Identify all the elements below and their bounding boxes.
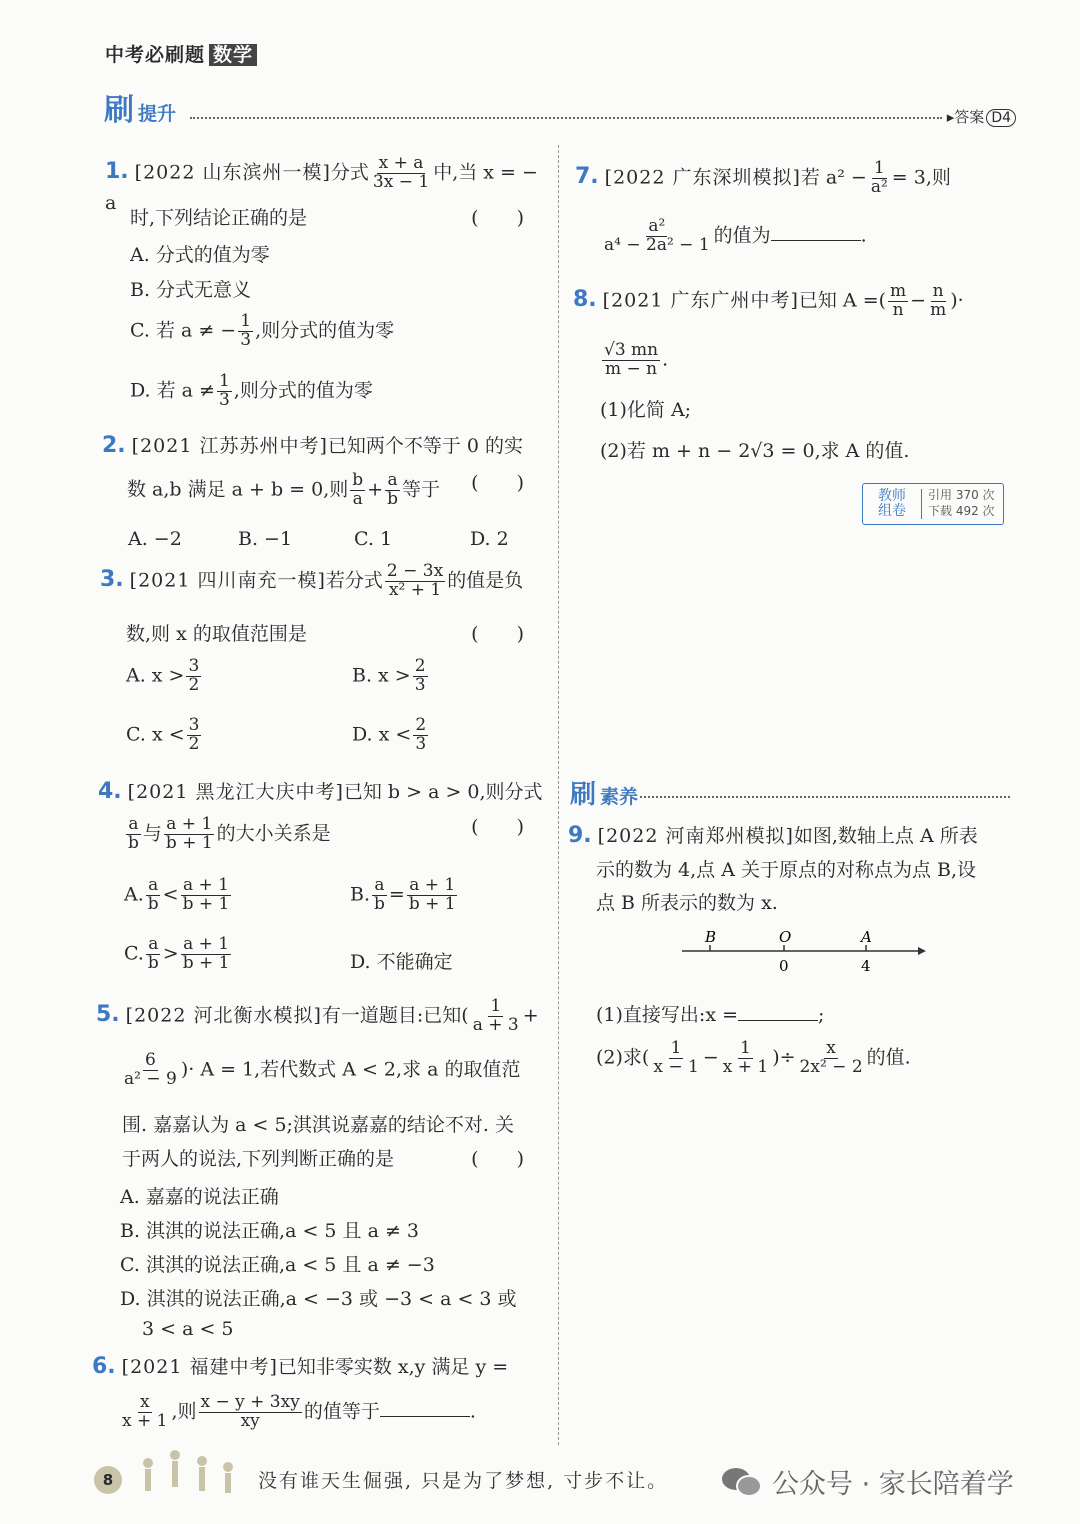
question-5: 5. [2022 河北衡水模拟]有一道题目:已知( $\frac{1}{a + 3}$ + [96, 996, 539, 1035]
option-b: B. $\frac{a}{b}$ = $\frac{a + 1}{b + 1}$ [350, 875, 456, 914]
svg-text:B: B [705, 928, 717, 946]
svg-text:0: 0 [779, 957, 789, 975]
option-b: B. x > $\frac{2}{3}$ [352, 656, 426, 695]
option-a: A. $\frac{a}{b}$ < $\frac{a + 1}{b + 1}$ [124, 875, 230, 914]
fraction: $\frac{x + a}{3x - 1}$ [372, 153, 430, 192]
book-title: 中考必刷题 数学 [105, 40, 257, 67]
option-b: B. −1 [238, 528, 293, 550]
option-d: D. 不能确定 [350, 951, 453, 973]
answer-blank[interactable] [380, 1398, 470, 1417]
option-a: A. −2 [128, 528, 182, 550]
svg-text:4: 4 [861, 957, 871, 975]
part-2: (2)若 m + n − 2√3 = 0,求 A 的值. [600, 440, 910, 462]
question-8: 8. [2021 广东广州中考]已知 A =( $\frac{m}{n}$ − $\frac{n}{m}$ )· [573, 281, 964, 320]
answer-ref: ▸答案 D4 [947, 106, 1016, 127]
people-illustration-icon [130, 1445, 245, 1505]
option-c: C. 若 a ≠ − $\frac{1}{3}$ ,则分式的值为零 [130, 311, 395, 350]
section-title-tisheng: 刷提升 [104, 93, 177, 128]
question-2: 2. [2021 江苏苏州中考]已知两个不等于 0 的实 [102, 433, 524, 458]
option-d: D. 若 a ≠ $\frac{1}{3}$ ,则分式的值为零 [130, 371, 373, 410]
option-c: C. $\frac{a}{b}$ > $\frac{a + 1}{b + 1}$ [124, 934, 230, 973]
svg-text:A: A [861, 928, 872, 946]
option-d: D. 淇淇的说法正确,a < −3 或 −3 < a < 3 或 [120, 1288, 517, 1310]
subject-tag: 数学 [209, 44, 257, 66]
part-1: (1)直接写出:x = ; [596, 1004, 825, 1026]
page-number: 8 [94, 1466, 122, 1494]
motto: 没有谁天生倔强, 只是为了梦想, 寸步不让。 [258, 1470, 669, 1492]
option-a: A. 嘉嘉的说法正确 [120, 1186, 279, 1208]
option-c: C. 1 [354, 528, 393, 550]
question-1: 1. [2022 山东滨州一模]分式 $\frac{x + a}{3x - 1}$ 中,当 x = − a [105, 153, 538, 214]
wechat-icon [720, 1464, 764, 1500]
watermark: 公众号 · 家长陪着学 [772, 1469, 1014, 1500]
option-b: B. 分式无意义 [130, 279, 252, 301]
section-title-suyang: 刷 素养 [570, 780, 639, 810]
column-divider [558, 145, 559, 1445]
option-d: D. x < $\frac{2}{3}$ [352, 715, 427, 754]
svg-text:O: O [779, 928, 792, 946]
question-7: 7. [2022 广东深圳模拟]若 a² − $\frac{1}{\text{a²}}$ = 3,则 [575, 158, 951, 197]
teacher-stamp[interactable]: 教师 组卷 引用 370 次 下载 492 次 [862, 483, 1004, 525]
question-9: 9. [2022 河南郑州模拟]如图,数轴上点 A 所表 [568, 823, 978, 848]
answer-blank[interactable] [738, 1002, 818, 1021]
option-c: C. x < $\frac{3}{2}$ [126, 715, 200, 754]
answer-blank[interactable] [771, 222, 861, 241]
question-3: 3. [2021 四川南充一模]若分式 $\frac{2 - 3x}{\text{x² + 1}}$ 的值是负 [100, 561, 524, 600]
number-line-figure [670, 925, 930, 980]
divider-dotted [190, 117, 942, 119]
part-2: (2)求( $\frac{1}{x - 1}$ − $\frac{1}{x + 1}$ )÷ $\frac{x}{\text{2x² − 2}}$ 的值. [596, 1038, 911, 1077]
question-4: 4. [2021 黑龙江大庆中考]已知 b > a > 0,则分式 [98, 779, 543, 804]
option-d: D. 2 [470, 528, 509, 550]
option-c: C. 淇淇的说法正确,a < 5 且 a ≠ −3 [120, 1254, 435, 1276]
part-1: (1)化简 A; [600, 399, 692, 421]
option-b: B. 淇淇的说法正确,a < 5 且 a ≠ 3 [120, 1220, 419, 1242]
question-6: 6. [2021 福建中考]已知非零实数 x,y 满足 y = [92, 1354, 509, 1379]
arrow-icon [918, 947, 926, 955]
option-a: A. 分式的值为零 [130, 244, 270, 266]
option-a: A. x > $\frac{3}{2}$ [126, 656, 200, 695]
